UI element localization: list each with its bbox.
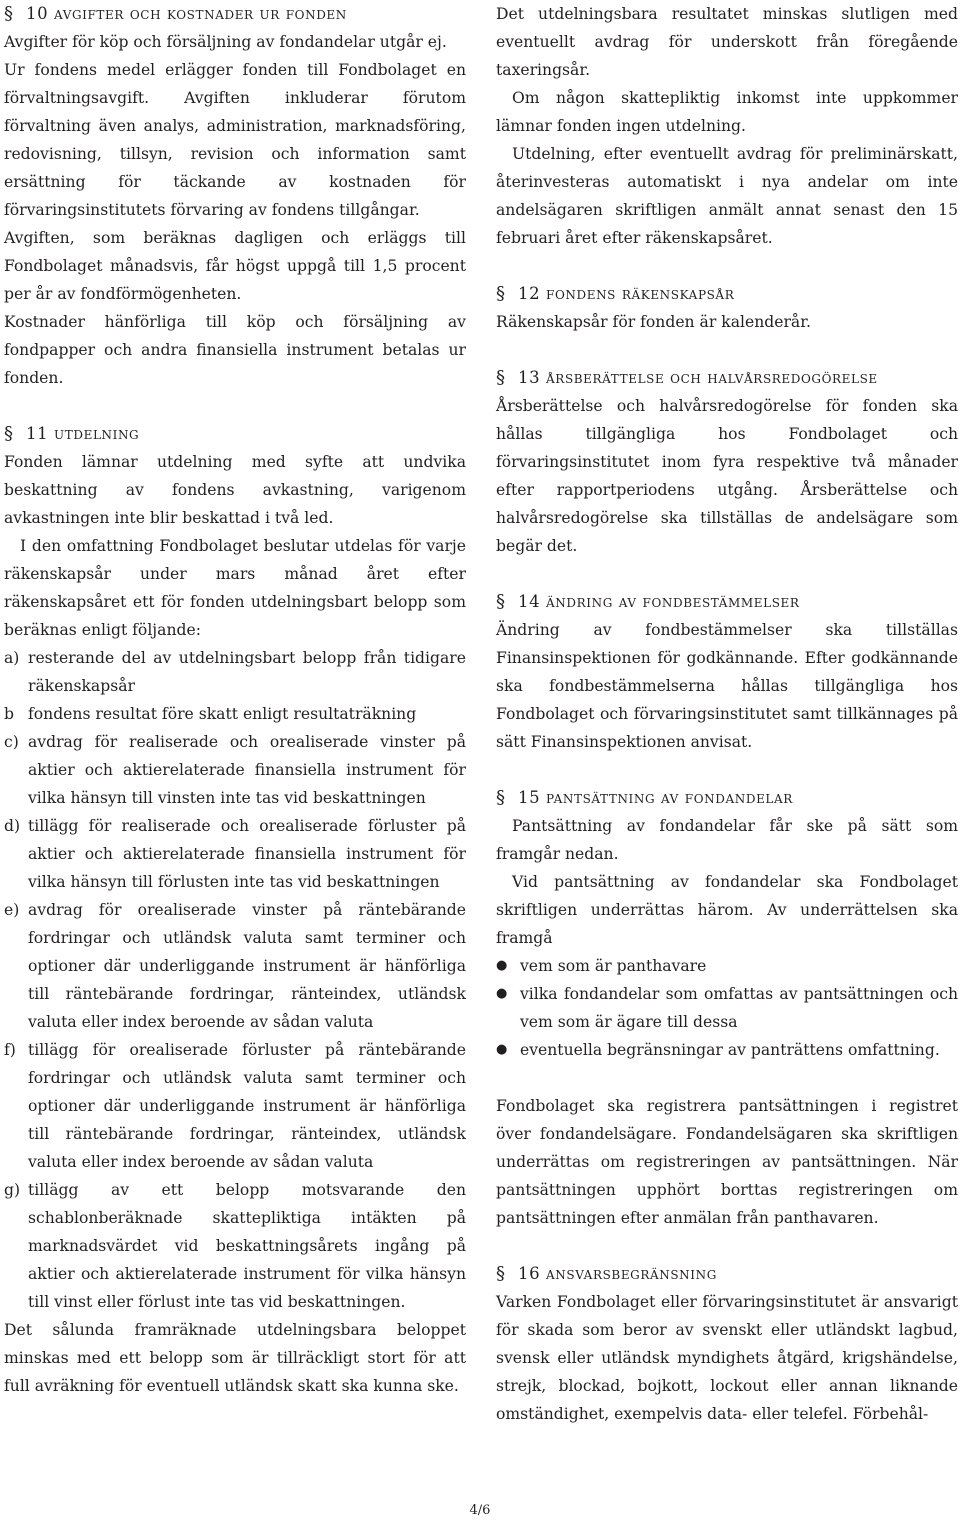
body-paragraph: Utdelning, efter eventuellt avdrag för preliminärskatt, återinvesteras automatiskt i nya andelar om inte andelsägaren skriftligen anmält annat senast den 15 februari året efter räkenskapsåret. xyxy=(496,145,958,247)
section-heading xyxy=(496,588,958,616)
section-11-continued xyxy=(496,0,958,252)
list-item-text: fondens resultat före skatt enligt resultaträkning xyxy=(28,705,417,723)
paragraph-sign: § xyxy=(496,787,506,808)
list-item xyxy=(4,1036,466,1176)
list-item xyxy=(4,644,466,700)
paragraph-sign: § xyxy=(496,367,506,388)
section-spacer xyxy=(496,560,958,588)
bullet-list xyxy=(496,952,958,1064)
bullet-text: vilka fondandelar som omfattas av pantsättningen och vem som är ägare till dessa xyxy=(520,985,958,1031)
list-item-label: a) xyxy=(4,649,20,667)
bullet-text: eventuella begränsningar av panträttens omfattning. xyxy=(520,1041,940,1059)
list-item xyxy=(4,1176,466,1316)
bullet-icon: ● xyxy=(496,1042,508,1057)
section-heading xyxy=(4,420,466,448)
list-item-text: tillägg för realiserade och orealiserade förluster på aktier och aktierelaterade finansiella instrument för vilka hänsyn till förlusten inte tas vid beskattningen xyxy=(28,817,466,891)
body-paragraph: Årsberättelse och halvårsredogörelse för fonden ska hållas tillgängliga hos Fondbolaget och förvaringsinstitutet inom fyra respektive två månader efter rapportperiodens utgång. Årsberättelse och halvårsredogörelse ska tillställas de andelsägare som begär det. xyxy=(496,397,958,555)
paragraph-sign: § xyxy=(496,283,506,304)
paragraph-sign: § xyxy=(496,591,506,612)
section-title: 12 fondens räkenskapsår xyxy=(518,284,735,303)
list-item xyxy=(4,728,466,812)
body-paragraph: Vid pantsättning av fondandelar ska Fondbolaget skriftligen underrättas härom. Av underrättelsen ska framgå xyxy=(496,873,958,947)
body-paragraph: Avgifter för köp och försäljning av fondandelar utgår ej. xyxy=(4,33,447,51)
section-14 xyxy=(496,588,958,756)
list-item-text: tillägg av ett belopp motsvarande den schablonberäknade skattepliktiga intäkten på marknadsvärdet vid beskattningsårets ingång på aktier och aktierelaterade instrument för vilka hänsyn till vinst eller förlust inte tas vid beskattningen. xyxy=(28,1181,466,1311)
section-spacer xyxy=(4,392,466,420)
calculation-list xyxy=(4,644,466,1316)
section-title: 14 ändring av fondbestämmelser xyxy=(518,592,800,611)
bullet-icon: ● xyxy=(496,958,508,973)
bullet-item xyxy=(496,1036,958,1064)
body-paragraph: Kostnader hänförliga till köp och försäljning av fondpapper och andra finansiella instrument betalas ur fonden. xyxy=(4,313,466,387)
body-paragraph: Varken Fondbolaget eller förvaringsinstitutet är ansvarigt för skada som beror av svenskt eller utländskt lagbud, svensk eller utländsk myndighets åtgärd, krigshändelse, strejk, blockad, bojkott, lockout eller annan liknande omständighet, exempelvis data- eller telefel. Förbehål- xyxy=(496,1293,958,1423)
paragraph-sign: § xyxy=(4,423,14,444)
list-item-text: avdrag för realiserade och orealiserade vinster på aktier och aktierelaterade finansiella instrument för vilka hänsyn till vinsten inte tas vid beskattningen xyxy=(28,733,466,807)
section-12 xyxy=(496,280,958,336)
section-13 xyxy=(496,364,958,560)
list-item-text: avdrag för orealiserade vinster på räntebärande fordringar och utländsk valuta samt terminer och optioner där underliggande instrument är hänförliga till räntebärande fordringar, ränteindex, utländsk valuta eller index beroende av sådan valuta xyxy=(28,901,466,1031)
section-spacer xyxy=(496,1232,958,1260)
body-paragraph: Avgiften, som beräknas dagligen och erläggs till Fondbolaget månadsvis, får högst uppgå till 1,5 procent per år av fondförmögenheten. xyxy=(4,229,466,303)
paragraph-sign: § xyxy=(496,1263,506,1284)
right-column xyxy=(496,0,958,1428)
section-16 xyxy=(496,1260,958,1428)
list-item-text: tillägg för orealiserade förluster på räntebärande fordringar och utländsk valuta samt terminer och optioner där underliggande instrument är hänförliga till räntebärande fordringar, ränteindex, utländsk valuta eller index beroende av sådan valuta xyxy=(28,1041,466,1171)
list-item-label: c) xyxy=(4,733,19,751)
list-item-label: b xyxy=(4,705,14,723)
body-paragraph: Ur fondens medel erlägger fonden till Fondbolaget en förvaltningsavgift. Avgiften inkluderar förutom förvaltning även analys, administration, marknadsföring, redovisning, tillsyn, revision och information samt ersättning för täckande av kostnaden för förvaringsinstitutets förvaring av fondens tillgångar. xyxy=(4,61,466,219)
section-heading xyxy=(496,784,958,812)
section-title: 15 pantsättning av fondandelar xyxy=(518,788,793,807)
section-heading xyxy=(496,364,958,392)
bullet-text: vem som är panthavare xyxy=(520,957,707,975)
list-item-text: resterande del av utdelningsbart belopp från tidigare räkenskapsår xyxy=(28,649,466,695)
body-paragraph: Räkenskapsår för fonden är kalenderår. xyxy=(496,313,811,331)
list-item-label: f) xyxy=(4,1041,16,1059)
section-spacer xyxy=(496,252,958,280)
section-10 xyxy=(4,0,466,392)
section-11 xyxy=(4,420,466,1400)
body-paragraph: I den omfattning Fondbolaget beslutar utdelas för varje räkenskapsår under mars månad året efter räkenskapsåret ett för fonden utdelningsbart belopp som beräknas enligt följande: xyxy=(4,537,466,639)
list-item xyxy=(4,896,466,1036)
bullet-icon: ● xyxy=(496,986,508,1001)
section-15 xyxy=(496,784,958,1232)
body-paragraph: Fonden lämnar utdelning med syfte att undvika beskattning av fondens avkastning, varigenom avkastningen inte blir beskattad i två led. xyxy=(4,453,466,527)
body-paragraph: Det sålunda framräknade utdelningsbara beloppet minskas med ett belopp som är tillräckligt stort för att full avräkning för eventuell utländsk skatt ska kunna ske. xyxy=(4,1321,466,1395)
section-title: 16 ansvarsbegränsning xyxy=(518,1264,717,1283)
body-paragraph: Ändring av fondbestämmelser ska tillställas Finansinspektionen för godkännande. Efter godkännande ska fondbestämmelserna hållas tillgängliga hos Fondbolaget och förvaringsinstitutet samt tillkännages på sätt Finansinspektionen anvisat. xyxy=(496,621,958,751)
list-item-label: e) xyxy=(4,901,20,919)
section-title: 11 utdelning xyxy=(26,424,140,443)
section-heading xyxy=(496,280,958,308)
section-title: 13 årsberättelse och halvårsredogörelse xyxy=(518,368,878,387)
body-paragraph: Fondbolaget ska registrera pantsättningen i registret över fondandelsägare. Fondandelsägaren ska skriftligen underrättas om registreringen av pantsättningen. När pantsättningen upphört borttas registreringen om pantsättningen efter anmälan från panthavaren. xyxy=(496,1097,958,1227)
section-spacer xyxy=(496,336,958,364)
left-column xyxy=(4,0,466,1400)
list-item-label: d) xyxy=(4,817,21,835)
section-spacer xyxy=(496,756,958,784)
page-number: 4/6 xyxy=(469,1503,491,1518)
section-heading xyxy=(496,1260,958,1288)
list-item-label: g) xyxy=(4,1181,21,1199)
body-paragraph: Pantsättning av fondandelar får ske på sätt som framgår nedan. xyxy=(496,817,958,863)
section-title: 10 avgifter och kostnader ur fonden xyxy=(26,4,347,23)
list-item xyxy=(4,700,466,728)
paragraph-sign: § xyxy=(4,3,14,24)
bullet-item xyxy=(496,980,958,1036)
body-paragraph: Det utdelningsbara resultatet minskas slutligen med eventuellt avdrag för underskott från föregående taxeringsår. xyxy=(496,5,958,79)
list-item xyxy=(4,812,466,896)
paragraph-spacer xyxy=(496,1064,958,1092)
bullet-item xyxy=(496,952,958,980)
section-heading xyxy=(4,0,466,28)
body-paragraph: Om någon skattepliktig inkomst inte uppkommer lämnar fonden ingen utdelning. xyxy=(496,89,958,135)
